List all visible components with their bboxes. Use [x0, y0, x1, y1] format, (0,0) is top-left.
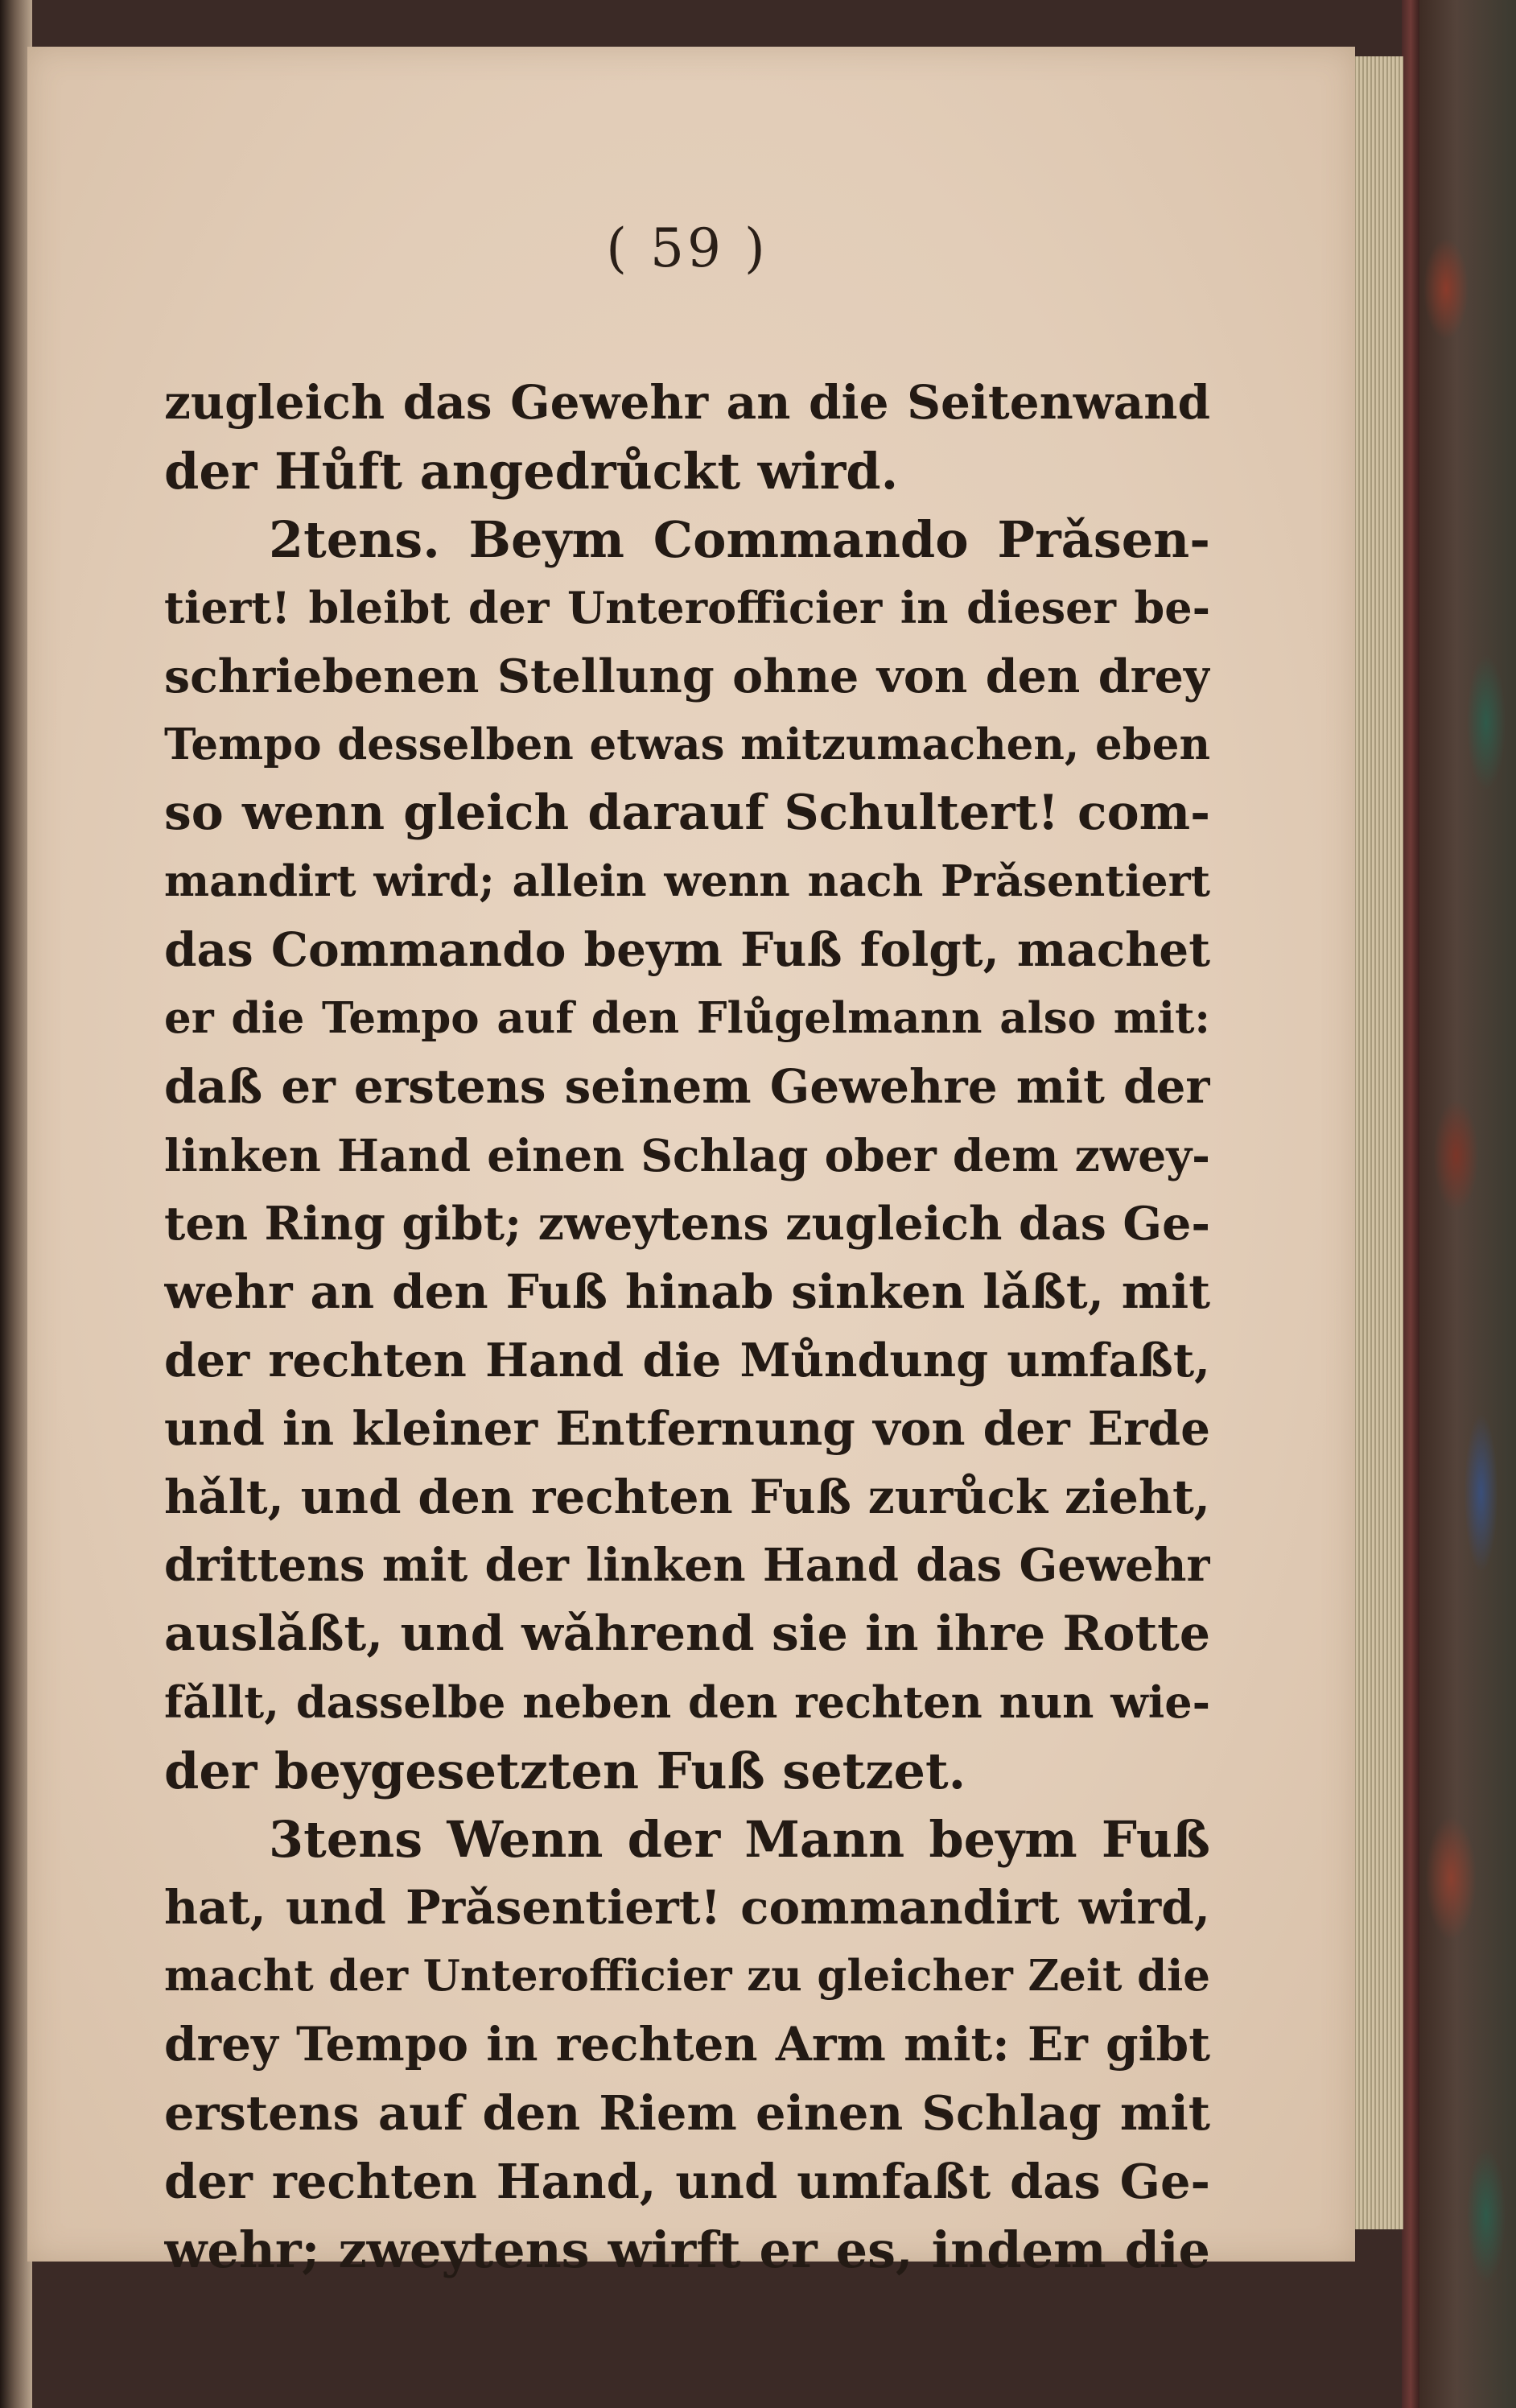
text-line: wehr an den Fuß hinab sinken lǎßt, mit — [164, 1264, 1210, 1319]
text-line: hǎlt, und den rechten Fuß zurůck zieht, — [164, 1470, 1210, 1524]
text-line: daß er erstens seinem Gewehre mit der — [164, 1059, 1210, 1114]
marbled-cover — [1416, 0, 1516, 2408]
text-line: drittens mit der linken Hand das Gewehr — [164, 1539, 1210, 1592]
text-line: fǎllt, dasselbe neben den rechten nun wie- — [164, 1676, 1210, 1728]
text-line: das Commando beym Fuß folgt, machet — [164, 922, 1210, 977]
text-line: macht der Unterofficier zu gleicher Zeit die — [164, 1951, 1210, 2001]
text-line: Tempo desselben etwas mitzumachen, eben — [164, 720, 1210, 769]
text-line: 2tens. Beym Commando Prǎsen- — [269, 510, 1210, 569]
text-line: drey Tempo in rechten Arm mit: Er gibt — [164, 2017, 1210, 2072]
text-line: schriebenen Stellung ohne von den drey — [164, 649, 1210, 703]
text-line: und in kleiner Entfernung von der Erde — [164, 1401, 1210, 1456]
text-line: linken Hand einen Schlag ober dem zwey- — [164, 1129, 1210, 1181]
text-line: auslǎßt, und wǎhrend sie in ihre Rotte — [164, 1606, 1210, 1662]
text-line: erstens auf den Riem einen Schlag mit — [164, 2085, 1210, 2141]
text-line: hat, und Prǎsentiert! commandirt wird, — [164, 1880, 1210, 1935]
text-line: zugleich das Gewehr an die Seitenwand — [164, 375, 1210, 430]
text-line: wehr; zweytens wirft er es, indem die — [164, 2220, 1210, 2279]
cover-board-edge — [1402, 0, 1419, 2408]
text-line: mandirt wird; allein wenn nach Prǎsentiert — [164, 856, 1210, 906]
text-line: der rechten Hand, und umfaßt das Ge- — [164, 2154, 1210, 2209]
page-block-edge — [1352, 56, 1403, 2229]
page-number: ( 59 ) — [606, 217, 768, 279]
book-page — [27, 47, 1355, 2279]
text-line: der rechten Hand die Můndung umfaßt, — [164, 1334, 1210, 1387]
text-line: der beygesetzten Fuß setzet. — [164, 1742, 966, 1800]
text-line: der Hůft angedrůckt wird. — [164, 442, 899, 501]
text-line: er die Tempo auf den Flůgelmann also mit: — [164, 993, 1210, 1043]
text-line: ten Ring gibt; zweytens zugleich das Ge- — [164, 1197, 1210, 1251]
text-line: tiert! bleibt der Unterofficier in dieser be- — [164, 582, 1210, 633]
text-line: so wenn gleich darauf Schultert! com- — [164, 785, 1210, 841]
text-line: 3tens Wenn der Mann beym Fuß — [269, 1810, 1210, 1869]
body-text — [164, 369, 1210, 2284]
